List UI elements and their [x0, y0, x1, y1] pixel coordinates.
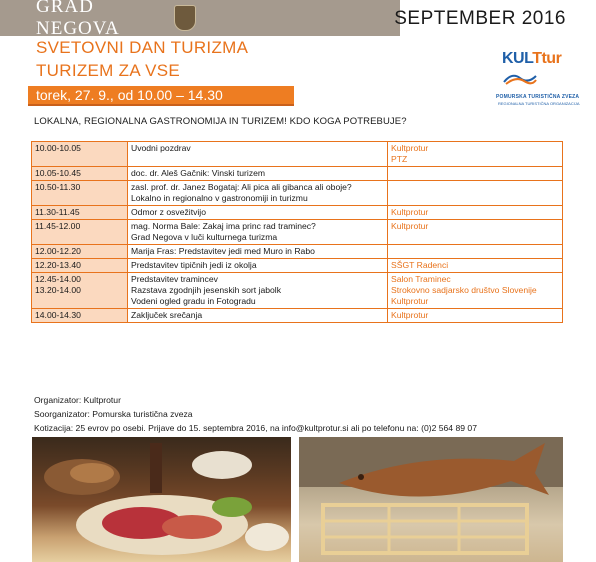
ptz-logo-sub: REGIONALNA TURISTIČNA ORGANIZACIJA: [498, 101, 580, 106]
schedule-table: [31, 141, 563, 323]
wooden-fish-photo: [299, 437, 563, 562]
schedule-description: mag. Norma Bale: Zakaj ima princ rad traminec? Grad Negova v luči kulturnega turizma: [128, 220, 388, 245]
kultprotur-logo-text: KUL: [502, 50, 533, 67]
ptz-swirl-icon: [500, 70, 540, 86]
schedule-description: Predstavitev tipičnih jedi iz okolja: [128, 259, 388, 273]
schedule-description: Marija Fras: Predstavitev jedi med Muro in Rabo: [128, 245, 388, 259]
schedule-organizer: Salon Traminec Strokovno sadjarsko društvo Slovenije Kultprotur: [388, 273, 563, 309]
schedule-row: [32, 181, 563, 206]
brand-logo: [36, 0, 196, 39]
schedule-time: 10.05-10.45: [32, 167, 128, 181]
schedule-time: 12.20-13.40: [32, 259, 128, 273]
event-date: torek, 27. 9., od 10.00 – 14.30: [36, 87, 223, 103]
brand-text: GRAD NEGOVA: [36, 0, 120, 39]
schedule-time: 12.00-12.20: [32, 245, 128, 259]
event-title: SVETOVNI DAN TURIZMA: [36, 38, 249, 57]
schedule-time: 11.45-12.00: [32, 220, 128, 245]
event-subtitle: TURIZEM ZA VSE: [36, 61, 180, 80]
schedule-organizer: Kultprotur PTZ: [388, 142, 563, 167]
fee-line: Kotizacija: 25 evrov po osebi. Prijave do 15. septembra 2016, na info@kultprotur.si ali po telefonu na: (0)2 564 89 07: [34, 423, 477, 433]
schedule-time: 10.50-11.30: [32, 181, 128, 206]
issue-month: SEPTEMBER 2016: [394, 8, 566, 29]
schedule-row: [32, 206, 563, 220]
schedule-description: doc. dr. Aleš Gačnik: Vinski turizem: [128, 167, 388, 181]
schedule-row: [32, 245, 563, 259]
schedule-row: [32, 220, 563, 245]
schedule-row: [32, 259, 563, 273]
schedule-organizer: Kultprotur: [388, 309, 563, 323]
organizer-line: Organizator: Kultprotur: [34, 395, 121, 405]
schedule-time: 14.00-14.30: [32, 309, 128, 323]
event-date-bar: [28, 86, 294, 106]
schedule-row: [32, 309, 563, 323]
schedule-organizer: Kultprotur: [388, 206, 563, 220]
schedule-description: Odmor z osvežitvijo: [128, 206, 388, 220]
schedule-organizer: [388, 181, 563, 206]
schedule-organizer: SŠGT Radenci: [388, 259, 563, 273]
schedule-organizer: Kultprotur: [388, 220, 563, 245]
schedule-description: Predstavitev tramincev Razstava zgodnjih jesenskih sort jabolk Vodeni ogled gradu in Fotogradu: [128, 273, 388, 309]
schedule-row: [32, 167, 563, 181]
schedule-organizer: [388, 245, 563, 259]
food-platter-illustration: [32, 437, 291, 562]
schedule-description: Uvodni pozdrav: [128, 142, 388, 167]
ptz-logo-name: POMURSKA TURISTIČNA ZVEZA: [496, 94, 580, 100]
schedule-description: Zaključek srečanja: [128, 309, 388, 323]
schedule-time: 10.00-10.05: [32, 142, 128, 167]
food-platter-photo: [32, 437, 291, 562]
program-heading: LOKALNA, REGIONALNA GASTRONOMIJA IN TURIZEM! KDO KOGA POTREBUJE?: [34, 116, 407, 127]
schedule-organizer: [388, 167, 563, 181]
coorganizer-line: Soorganizator: Pomurska turistična zveza: [34, 409, 193, 419]
schedule-time: 11.30-11.45: [32, 206, 128, 220]
wooden-fish-illustration: [299, 437, 563, 562]
schedule-row: [32, 273, 563, 309]
castle-crest-icon: [174, 5, 196, 31]
kultprotur-logo: [502, 50, 561, 68]
schedule-description: zasl. prof. dr. Janez Bogataj: Ali pica ali gibanca ali oboje? Lokalno in regionalno v gastronomiji in turizmu: [128, 181, 388, 206]
kultprotur-logo-text-rest: Ttur: [532, 50, 562, 67]
schedule-row: [32, 142, 563, 167]
schedule-time: 12.45-14.00 13.20-14.00: [32, 273, 128, 309]
